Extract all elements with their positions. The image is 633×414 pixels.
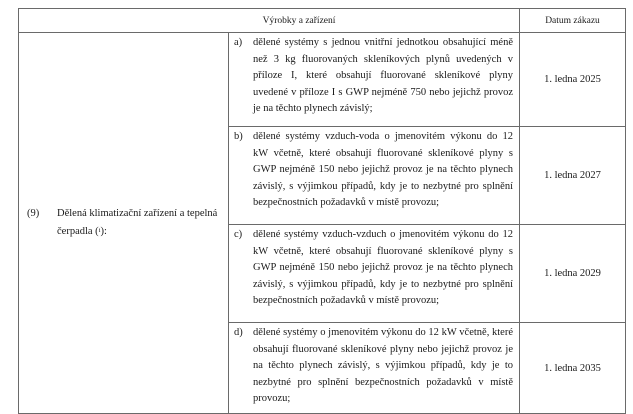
table-row xyxy=(19,33,626,127)
item-text: dělené systémy o jmenovitém výkonu do 12 kW včetně, které obsahují fluorované skleníkové plyny nebo jejichž provoz je na těchto plynech závislý, s výjimkou případů, kdy je to nezbytné pro splnění bezpečnostních požadavků v místě provozu; xyxy=(253,327,513,404)
category-cell xyxy=(19,33,229,414)
category-number: (9) xyxy=(27,208,40,219)
date-header: Datum zákazu xyxy=(520,9,626,33)
item-text: dělené systémy s jednou vnitřní jednotkou obsahující méně než 3 kg fluorovaných skleníkových plynů uvedených v příloze I, které obsahují fluorované skleníkové plyny uvedené v příloze I s GWP nejméně 750 nebo jejichž provoz je na těchto plynech závislý; xyxy=(253,37,513,114)
ban-date: 1. ledna 2029 xyxy=(520,225,626,323)
category-text: Dělená klimatizační zařízení a tepelná čerpadla ($^i$): xyxy=(57,208,218,237)
item-cell xyxy=(229,323,520,414)
regulation-table xyxy=(18,8,626,414)
ban-date: 1. ledna 2025 xyxy=(520,33,626,127)
products-header: Výrobky a zařízení xyxy=(19,9,520,33)
item-text: dělené systémy vzduch-vzduch o jmenovitém výkonu do 12 kW včetně, které obsahují fluorované skleníkové plyny s GWP nejméně 150 nebo jejichž provoz je na těchto plynech závislý, s výjimkou případů, kdy je to nezbytné pro splnění bezpečnostních požadavků v místě provozu; xyxy=(253,229,513,306)
item-letter: a) xyxy=(234,37,243,48)
item-cell xyxy=(229,225,520,323)
item-cell xyxy=(229,33,520,127)
item-cell xyxy=(229,127,520,225)
footnote-marker: i xyxy=(98,227,101,234)
item-text: dělené systémy vzduch-voda o jmenovitém výkonu do 12 kW včetně, které obsahují fluorované skleníkové plyny s GWP nejméně 150 nebo jejichž provoz je na těchto plynech závislý, s výjimkou případů, kdy je to nezbytné pro splnění bezpečnostních požadavků v místě provozu; xyxy=(253,131,513,208)
item-letter: c) xyxy=(234,229,243,240)
ban-date: 1. ledna 2027 xyxy=(520,127,626,225)
header-row xyxy=(19,9,626,33)
item-letter: d) xyxy=(234,327,243,338)
ban-date: 1. ledna 2035 xyxy=(520,323,626,414)
item-letter: b) xyxy=(234,131,243,142)
